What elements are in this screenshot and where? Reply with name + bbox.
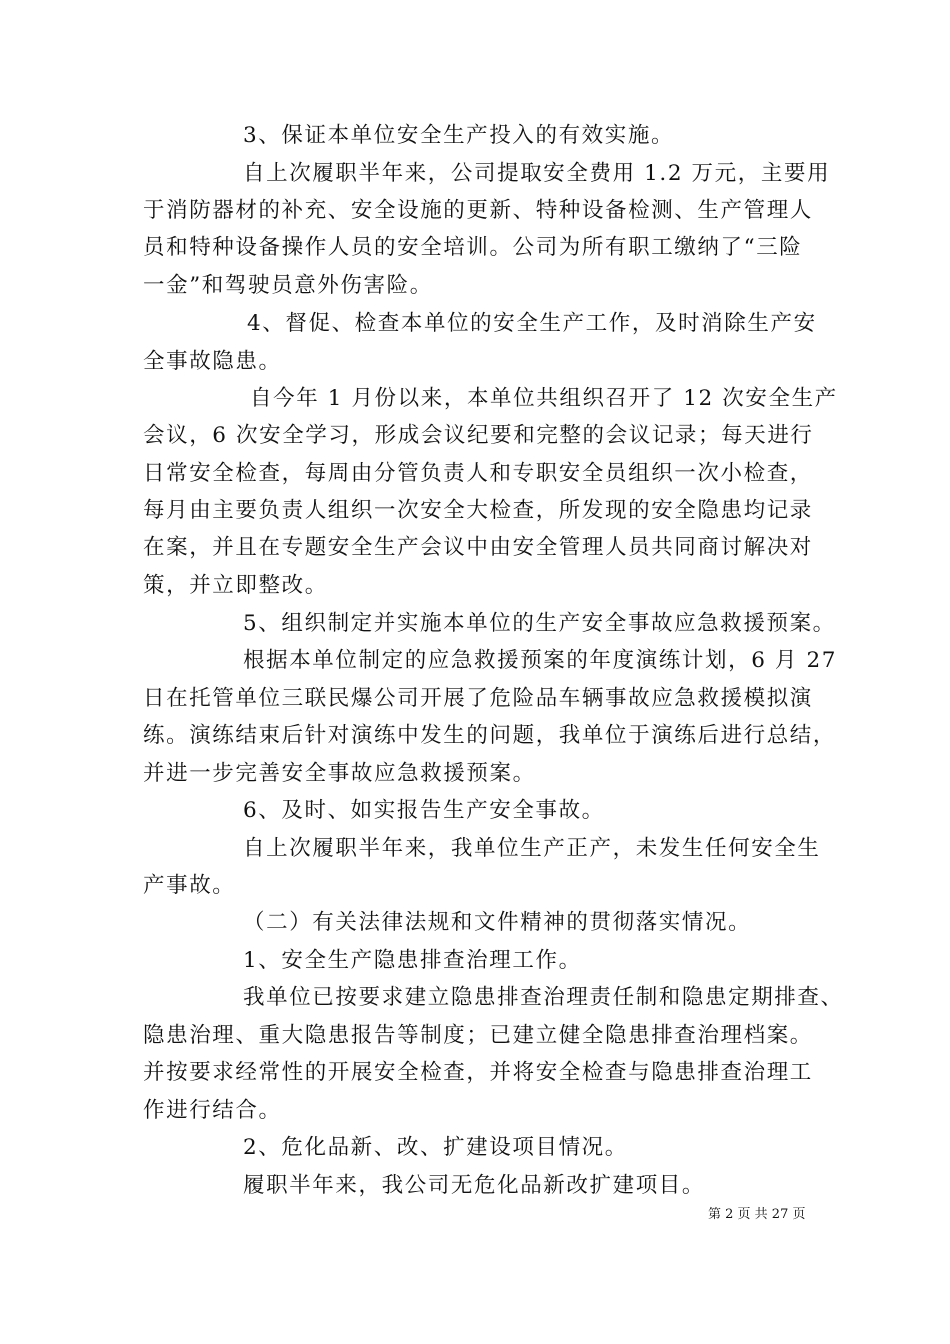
text-line: 练。演练结束后针对演练中发生的问题，我单位于演练后进行总结， bbox=[143, 723, 837, 748]
page-number: 第 2 页 共 27 页 bbox=[708, 1207, 806, 1222]
text-line: 6、及时、如实报告生产安全事故。 bbox=[243, 798, 605, 823]
text-line: 2、危化品新、改、扩建设项目情况。 bbox=[243, 1135, 628, 1160]
text-line: 每月由主要负责人组织一次安全大检查，所发现的安全隐患均记录 bbox=[143, 498, 813, 523]
text-line: 我单位已按要求建立隐患排查治理责任制和隐患定期排查、 bbox=[243, 985, 844, 1010]
text-line: 自上次履职半年来，我单位生产正产，未发生任何安全生 bbox=[243, 836, 821, 861]
text-line: 在案，并且在专题安全生产会议中由安全管理人员共同商讨解决对 bbox=[143, 535, 813, 560]
text-line: 一金”和驾驶员意外伤害险。 bbox=[143, 273, 433, 298]
text-line: 全事故隐患。 bbox=[143, 349, 282, 374]
text-line: 作进行结合。 bbox=[143, 1098, 282, 1123]
text-line: 根据本单位制定的应急救援预案的年度演练计划，6 月 27 bbox=[243, 648, 838, 673]
text-line: 日常安全检查，每周由分管负责人和专职安全员组织一次小检查， bbox=[143, 461, 813, 486]
text-line: 并按要求经常性的开展安全检查，并将安全检查与隐患排查治理工 bbox=[143, 1060, 813, 1085]
text-line: 于消防器材的补充、安全设施的更新、特种设备检测、生产管理人 bbox=[143, 198, 813, 223]
text-line: 日在托管单位三联民爆公司开展了危险品车辆事故应急救援模拟演 bbox=[143, 686, 813, 711]
text-line: 1、安全生产隐患排查治理工作。 bbox=[243, 948, 582, 973]
text-line: 并进一步完善安全事故应急救援预案。 bbox=[143, 761, 536, 786]
text-line: 会议，6 次安全学习，形成会议纪要和完整的会议记录；每天进行 bbox=[143, 423, 814, 448]
text-line: （二）有关法律法规和文件精神的贯彻落实情况。 bbox=[243, 910, 752, 935]
text-line: 产事故。 bbox=[143, 873, 236, 898]
text-line: 策，并立即整改。 bbox=[143, 573, 328, 598]
text-line: 自上次履职半年来，公司提取安全费用 1.2 万元，主要用 bbox=[243, 161, 831, 186]
text-line: 5、组织制定并实施本单位的生产安全事故应急救援预案。 bbox=[243, 611, 836, 636]
text-line: 自今年 1 月份以来，本单位共组织召开了 12 次安全生产 bbox=[250, 386, 838, 411]
text-line: 员和特种设备操作人员的安全培训。公司为所有职工缴纳了“三险 bbox=[143, 235, 803, 260]
text-line: 4、督促、检查本单位的安全生产工作，及时消除生产安 bbox=[247, 311, 817, 336]
text-line: 隐患治理、重大隐患报告等制度；已建立健全隐患排查治理档案。 bbox=[143, 1023, 813, 1048]
text-line: 3、保证本单位安全生产投入的有效实施。 bbox=[243, 123, 675, 148]
text-line: 履职半年来，我公司无危化品新改扩建项目。 bbox=[243, 1173, 706, 1198]
